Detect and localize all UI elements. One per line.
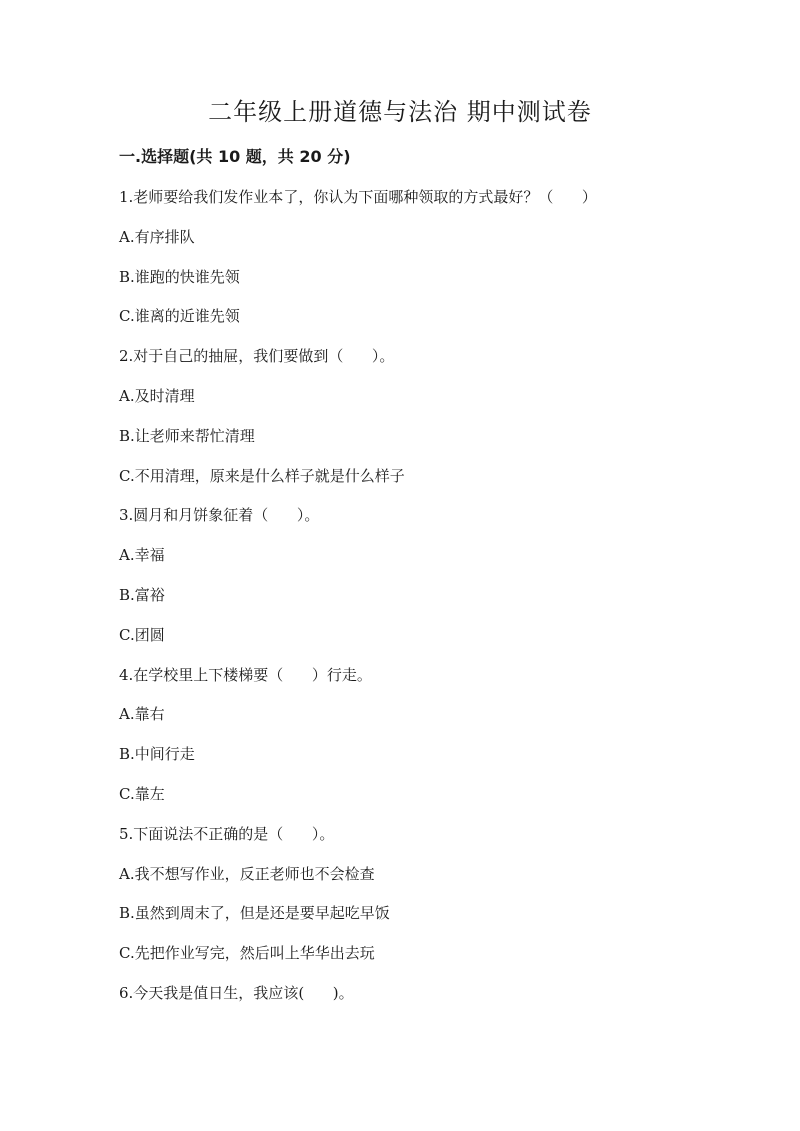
question-3-option-b: B.富裕 (119, 585, 165, 604)
question-5-option-a: A.我不想写作业，反正老师也不会检查 (119, 864, 375, 883)
question-1-option-b: B.谁跑的快谁先领 (119, 267, 240, 286)
question-2-option-b: B.让老师来帮忙清理 (119, 426, 255, 445)
question-stem-6: 6.今天我是值日生，我应该( )。 (119, 983, 354, 1002)
question-list (119, 185, 719, 1021)
exam-title: 二年级上册道德与法治 期中测试卷 (208, 98, 592, 126)
question-2-option-a: A.及时清理 (119, 386, 195, 405)
question-stem-3: 3.圆月和月饼象征着（ ）。 (119, 506, 320, 525)
question-4-option-c: C.靠左 (119, 784, 165, 803)
section-heading: 一.选择题(共 10 题，共 20 分) (119, 147, 351, 166)
question-stem-2: 2.对于自己的抽屉，我们要做到（ ）。 (119, 347, 395, 366)
question-1-option-c: C.谁离的近谁先领 (119, 307, 240, 326)
question-4-option-b: B.中间行走 (119, 745, 195, 764)
question-3-option-a: A.幸福 (119, 546, 165, 565)
question-stem-4: 4.在学校里上下楼梯要（ ）行走。 (119, 665, 372, 684)
question-stem-5: 5.下面说法不正确的是（ ）。 (119, 824, 335, 843)
question-5-option-c: C.先把作业写完，然后叫上华华出去玩 (119, 944, 375, 963)
question-1-option-a: A.有序排队 (119, 227, 195, 246)
question-4-option-a: A.靠右 (119, 705, 165, 724)
question-3-option-c: C.团圆 (119, 625, 165, 644)
question-5-option-b: B.虽然到周末了，但是还是要早起吃早饭 (119, 904, 390, 923)
question-2-option-c: C.不用清理，原来是什么样子就是什么样子 (119, 466, 405, 485)
question-stem-1: 1.老师要给我们发作业本了，你认为下面哪种领取的方式最好？（ ） (119, 188, 597, 206)
